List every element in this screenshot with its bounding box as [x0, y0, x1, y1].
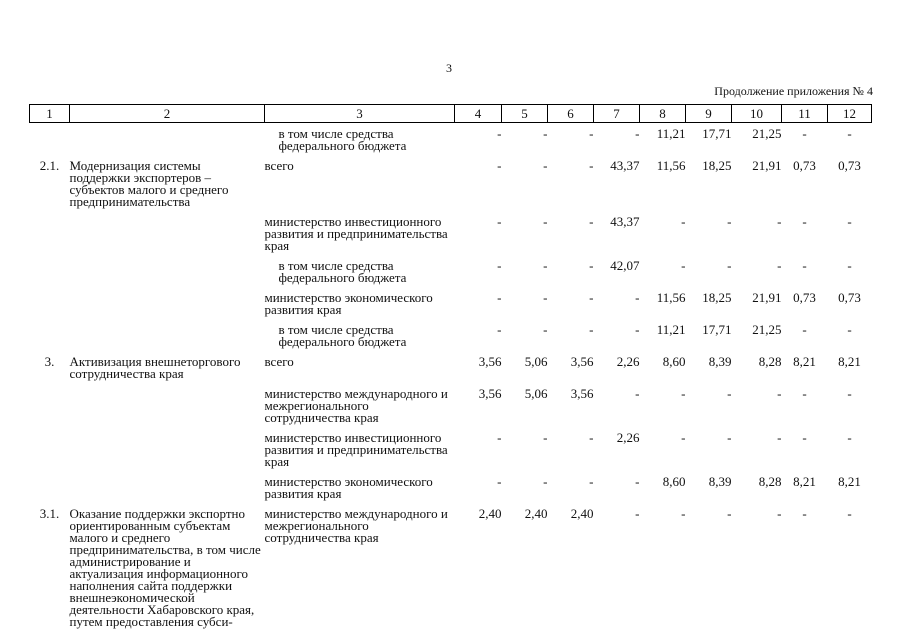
row-number [30, 123, 70, 161]
value-col-12: - [847, 126, 852, 141]
value-col-5: - [543, 126, 548, 141]
value-col-8: - [681, 386, 686, 401]
funding-source: всего [264, 158, 294, 173]
value-col-6: - [589, 430, 594, 445]
value-col-6: - [589, 322, 594, 337]
activity-name [70, 260, 265, 292]
value-col-7: - [635, 322, 640, 337]
table-row [30, 388, 872, 432]
value-col-9: - [727, 506, 732, 521]
activity-name [70, 123, 265, 161]
value-col-6: - [589, 258, 594, 273]
value-col-9: 8,39 [708, 354, 732, 369]
value-col-9: 18,25 [702, 290, 732, 305]
row-number [30, 432, 70, 476]
value-col-7: - [635, 506, 640, 521]
value-col-4: - [497, 158, 502, 173]
value-col-11: 0,73 [793, 290, 816, 305]
value-col-7: 43,37 [610, 158, 640, 173]
column-header-5: 5 [502, 105, 548, 123]
table-body [30, 123, 872, 637]
row-number: 3.1. [39, 506, 60, 521]
table-row [30, 324, 872, 356]
table-row [30, 260, 872, 292]
value-col-7: 2,26 [616, 430, 640, 445]
value-col-8: - [681, 430, 686, 445]
funding-source: всего [264, 354, 294, 369]
column-header-1: 1 [30, 105, 70, 123]
value-col-8: 11,56 [656, 290, 686, 305]
value-col-7: 43,37 [610, 214, 640, 229]
value-col-12: - [847, 386, 852, 401]
value-col-5: - [543, 474, 548, 489]
table-row [30, 508, 872, 636]
value-col-6: 2,40 [570, 506, 594, 521]
value-col-9: - [727, 430, 732, 445]
table-row [30, 476, 872, 508]
value-col-5: 5,06 [524, 386, 548, 401]
funding-source: в том числе средства федерального бюджета [278, 322, 407, 349]
column-header-9: 9 [686, 105, 732, 123]
value-col-5: - [543, 322, 548, 337]
value-col-11: - [802, 322, 807, 337]
funding-source: министерство инвестиционного развития и предпринимательства края [264, 214, 448, 253]
value-col-12: 0,73 [838, 158, 861, 173]
activity-name [70, 476, 265, 508]
table-row [30, 123, 872, 161]
value-col-12: 8,21 [838, 354, 861, 369]
value-col-6: - [589, 474, 594, 489]
value-col-12: - [847, 258, 852, 273]
value-col-5: 2,40 [524, 506, 548, 521]
table-row [30, 432, 872, 476]
value-col-6: - [589, 158, 594, 173]
value-col-4: - [497, 290, 502, 305]
value-col-10: - [777, 258, 782, 273]
value-col-12: 0,73 [838, 290, 861, 305]
value-col-10: 21,91 [752, 158, 782, 173]
value-col-12: - [847, 430, 852, 445]
value-col-11: - [802, 386, 807, 401]
value-col-7: 42,07 [610, 258, 640, 273]
header-row [30, 105, 872, 123]
value-col-11: - [802, 258, 807, 273]
value-col-9: 17,71 [702, 126, 732, 141]
row-number [30, 388, 70, 432]
value-col-11: - [802, 430, 807, 445]
value-col-12: - [847, 506, 852, 521]
value-col-4: - [497, 126, 502, 141]
row-number [30, 324, 70, 356]
activity-name: Модернизация системы поддержки экспортеров – субъектов малого и среднего предпринимательства [69, 158, 229, 209]
value-col-12: - [847, 214, 852, 229]
column-header-2: 2 [70, 105, 265, 123]
activity-name [70, 216, 265, 260]
value-col-9: - [727, 214, 732, 229]
column-header-6: 6 [548, 105, 594, 123]
value-col-10: 8,28 [758, 474, 782, 489]
column-header-11: 11 [782, 105, 828, 123]
table-row [30, 160, 872, 216]
row-number: 3. [44, 354, 55, 369]
value-col-5: - [543, 290, 548, 305]
funding-source: в том числе средства федерального бюджета [278, 258, 407, 285]
page-number: 3 [446, 61, 452, 75]
table-row [30, 356, 872, 388]
value-col-5: - [543, 158, 548, 173]
value-col-10: 21,25 [752, 126, 782, 141]
value-col-11: - [802, 126, 807, 141]
column-header-3: 3 [265, 105, 455, 123]
value-col-8: - [681, 214, 686, 229]
column-header-4: 4 [455, 105, 502, 123]
continuation-label: Продолжение приложения № 4 [714, 84, 873, 98]
row-number [30, 476, 70, 508]
value-col-10: - [777, 430, 782, 445]
value-col-6: - [589, 290, 594, 305]
value-col-5: 5,06 [524, 354, 548, 369]
value-col-9: - [727, 258, 732, 273]
value-col-11: 0,73 [793, 158, 816, 173]
value-col-10: - [777, 506, 782, 521]
value-col-8: - [681, 506, 686, 521]
value-col-9: 17,71 [702, 322, 732, 337]
value-col-7: - [635, 126, 640, 141]
value-col-11: - [802, 214, 807, 229]
value-col-4: 3,56 [478, 386, 502, 401]
value-col-11: - [802, 506, 807, 521]
funding-source: министерство международного и межрегионального сотрудничества края [264, 506, 448, 545]
row-number [30, 292, 70, 324]
value-col-4: - [497, 214, 502, 229]
activity-name [70, 324, 265, 356]
row-number [30, 260, 70, 292]
column-header-7: 7 [594, 105, 640, 123]
value-col-7: 2,26 [616, 354, 640, 369]
value-col-8: - [681, 258, 686, 273]
value-col-7: - [635, 290, 640, 305]
row-number [30, 216, 70, 260]
funding-source: министерство экономического развития края [264, 474, 433, 501]
value-col-10: 8,28 [758, 354, 782, 369]
value-col-8: 11,56 [656, 158, 686, 173]
value-col-9: 8,39 [708, 474, 732, 489]
value-col-8: 8,60 [662, 354, 686, 369]
table-row [30, 292, 872, 324]
value-col-8: 11,21 [656, 126, 686, 141]
value-col-11: 8,21 [793, 354, 816, 369]
value-col-9: 18,25 [702, 158, 732, 173]
column-header-12: 12 [828, 105, 872, 123]
value-col-4: 3,56 [478, 354, 502, 369]
budget-table [29, 104, 872, 636]
value-col-4: 2,40 [478, 506, 502, 521]
value-col-6: - [589, 126, 594, 141]
value-col-6: - [589, 214, 594, 229]
activity-name [70, 292, 265, 324]
funding-source: министерство инвестиционного развития и предпринимательства края [264, 430, 448, 469]
value-col-10: 21,25 [752, 322, 782, 337]
value-col-6: 3,56 [570, 354, 594, 369]
value-col-10: 21,91 [752, 290, 782, 305]
value-col-8: 8,60 [662, 474, 686, 489]
value-col-4: - [497, 258, 502, 273]
value-col-9: - [727, 386, 732, 401]
value-col-4: - [497, 322, 502, 337]
funding-source: министерство международного и межрегионального сотрудничества края [264, 386, 448, 425]
column-header-8: 8 [640, 105, 686, 123]
value-col-8: 11,21 [656, 322, 686, 337]
value-col-12: 8,21 [838, 474, 861, 489]
value-col-5: - [543, 430, 548, 445]
value-col-7: - [635, 474, 640, 489]
value-col-12: - [847, 322, 852, 337]
value-col-4: - [497, 430, 502, 445]
value-col-7: - [635, 386, 640, 401]
value-col-5: - [543, 258, 548, 273]
table-row [30, 216, 872, 260]
activity-name: Активизация внешнеторгового сотрудничества края [69, 354, 241, 381]
funding-source: министерство экономического развития края [264, 290, 433, 317]
value-col-4: - [497, 474, 502, 489]
value-col-10: - [777, 386, 782, 401]
value-col-6: 3,56 [570, 386, 594, 401]
value-col-5: - [543, 214, 548, 229]
activity-name [70, 432, 265, 476]
row-number: 2.1. [39, 158, 60, 173]
funding-source: в том числе средства федерального бюджета [278, 126, 407, 153]
value-col-11: 8,21 [793, 474, 816, 489]
activity-name: Оказание поддержки экспортно ориентированным субъектам малого и среднего предпринимательства, в том числе администрирование и актуализация информационного наполнения сайта поддержки внешнеэкономической деятельности Хабаровского края, путем предоставления субси- [69, 506, 261, 629]
value-col-10: - [777, 214, 782, 229]
activity-name [70, 388, 265, 432]
column-header-10: 10 [732, 105, 782, 123]
